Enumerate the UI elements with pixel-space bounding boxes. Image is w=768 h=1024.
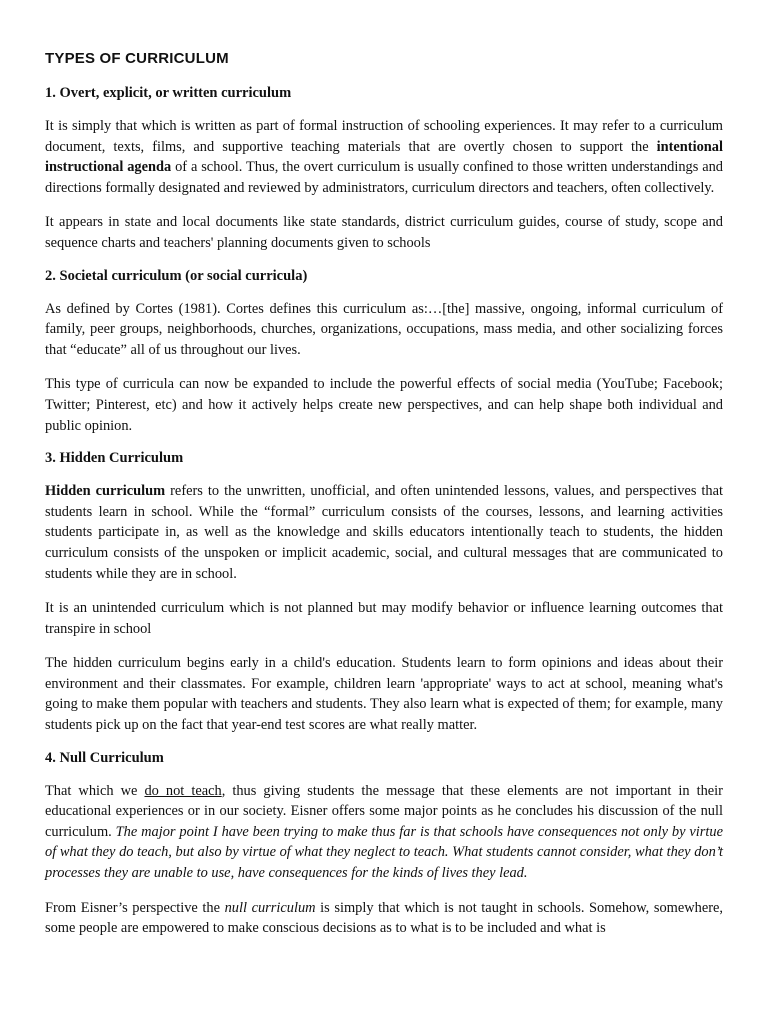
section-heading: 3. Hidden Curriculum <box>45 450 184 467</box>
document-title: TYPES OF CURRICULUM <box>45 50 229 67</box>
underlined-term: do not teach <box>144 782 222 799</box>
paragraph-text: It is simply that which is written as part of formal instruction of schooling experiences. It may refer to a curriculum document, texts, films, and supportive teaching materials that are overtly chosen to support the <box>45 118 723 155</box>
section-overt-curriculum <box>45 85 723 254</box>
paragraph-text: From Eisner’s perspective the <box>45 899 225 916</box>
paragraph: This type of curricula can now be expanded to include the powerful effects of social media (YouTube; Facebook; Twitter; Pinterest, etc) and how it actively helps create new perspectives, and can help shape both individual and public opinion. <box>45 376 723 434</box>
section-hidden-curriculum <box>45 450 723 736</box>
paragraph <box>45 898 723 939</box>
section-heading: 2. Societal curriculum (or social curricula) <box>45 267 308 284</box>
paragraph: The hidden curriculum begins early in a child's education. Students learn to form opinions and ideas about their environment and their classmates. For example, children learn 'appropriate' ways to act at school, meaning what's going to make them popular with teachers and students. They also learn what is expected of them; for example, many students pick up on the fact that year-end test scores are what really matter. <box>45 655 723 734</box>
paragraph-text: That which we <box>45 782 145 799</box>
paragraph: As defined by Cortes (1981). Cortes defines this curriculum as:…[the] massive, ongoing, informal curriculum of family, peer groups, neighborhoods, churches, organizations, occupations, mass media, and other socializing forces that “educate” all of us throughout our lives. <box>45 300 723 358</box>
section-societal-curriculum <box>45 268 723 437</box>
paragraph: It is an unintended curriculum which is not planned but may modify behavior or influence learning outcomes that transpire in school <box>45 600 723 637</box>
paragraph: It appears in state and local documents like state standards, district curriculum guides, course of study, scope and sequence charts and teachers' planning documents given to schools <box>45 214 723 251</box>
paragraph-text: refers to the unwritten, unofficial, and often unintended lessons, values, and perspectives that students learn in school. While the “formal” curriculum consists of the courses, lessons, and learning activities students participate in, as well as the knowledge and skills educators intentionally teach to students, the hidden curriculum consists of the unspoken or implicit academic, social, and cultural messages that are communicated to students while they are in school. <box>45 483 723 582</box>
paragraph <box>45 116 723 198</box>
section-heading: 4. Null Curriculum <box>45 749 164 766</box>
paragraph-text: of a school. Thus, the overt curriculum is usually confined to those written understandings and directions formally designated and reviewed by administrators, curriculum directors and teachers, often collectively. <box>45 159 724 196</box>
bold-term: intentional instructional agenda <box>45 138 723 176</box>
paragraph-text: , thus giving students the message that these elements are not important in their educational experiences or in our society. Eisner offers some major points as he concludes his discussion of the null curriculum. <box>45 782 723 840</box>
section-heading: 1. Overt, explicit, or written curriculum <box>45 85 292 101</box>
paragraph-text: is simply that which is not taught in schools. Somehow, somewhere, some people are empowered to make conscious decisions as to what is to be included and what is <box>45 899 724 937</box>
bold-term: Hidden curriculum <box>45 483 166 500</box>
paragraph <box>45 781 723 884</box>
section-null-curriculum <box>45 750 723 939</box>
italic-term: null curriculum <box>224 899 316 916</box>
italic-quote: The major point I have been trying to make thus far is that schools have consequences not only by virtue of what they do teach, but also by virtue of what they neglect to teach. What students cannot consider, what they don’t processes they are unable to use, have consequences for the kinds of lives they lead. <box>45 823 723 882</box>
paragraph <box>45 481 723 584</box>
